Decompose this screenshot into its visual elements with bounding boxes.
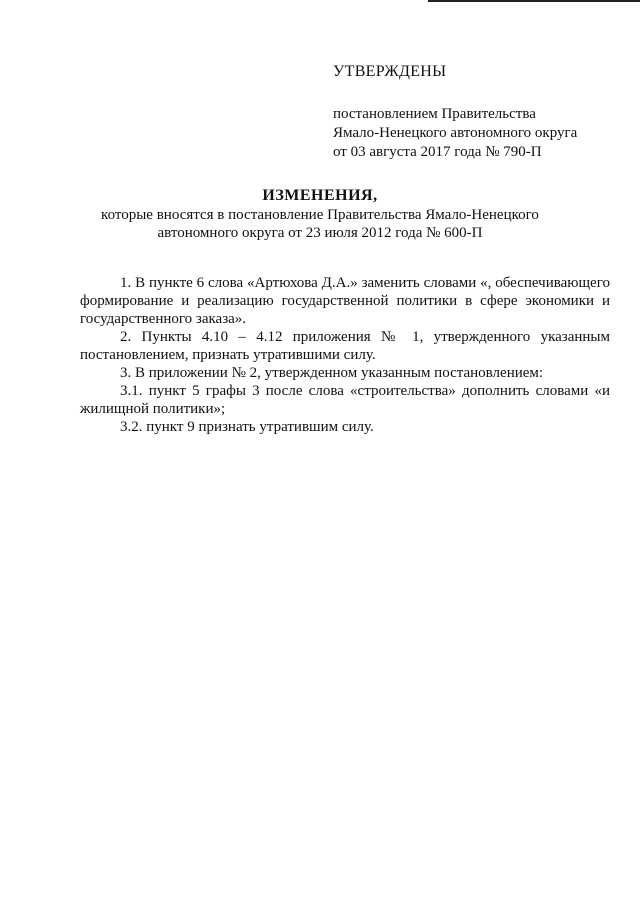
item-3-2: 3.2. пункт 9 признать утратившим силу.	[120, 419, 374, 435]
subtitle-line: автономного округа от 23 июля 2012 года № 600-П	[157, 225, 483, 241]
approval-title: УТВЕРЖДЕНЫ	[333, 63, 447, 80]
item-3: 3. В приложении № 2, утвержденном указанным постановлением:	[120, 365, 544, 381]
subtitle-line: которые вносятся в постановление Правительства Ямало-Ненецкого	[101, 207, 539, 223]
document-body	[80, 274, 610, 436]
approval-block	[333, 62, 623, 162]
approval-details	[333, 105, 623, 162]
approval-line: от 03 августа 2017 года № 790-П	[333, 144, 542, 160]
item-1: 1. В пункте 6 слова «Артюхова Д.А.» заменить словами «, обеспечивающего формирование и реализацию государственной политики в сфере экономики и государственного заказа».	[80, 275, 610, 327]
document-heading	[0, 186, 640, 242]
item-3-1: 3.1. пункт 5 графы 3 после слова «строительства» дополнить словами «и жилищной политики»;	[80, 383, 610, 417]
approval-line: Ямало-Ненецкого автономного округа	[333, 125, 578, 141]
approval-line: постановлением Правительства	[333, 106, 536, 122]
document-subtitle	[0, 206, 640, 242]
item-2: 2. Пункты 4.10 – 4.12 приложения № 1, утвержденного указанным постановлением, признать утратившими силу.	[80, 329, 610, 363]
document-title: ИЗМЕНЕНИЯ,	[262, 187, 378, 204]
top-rule	[428, 0, 640, 2]
